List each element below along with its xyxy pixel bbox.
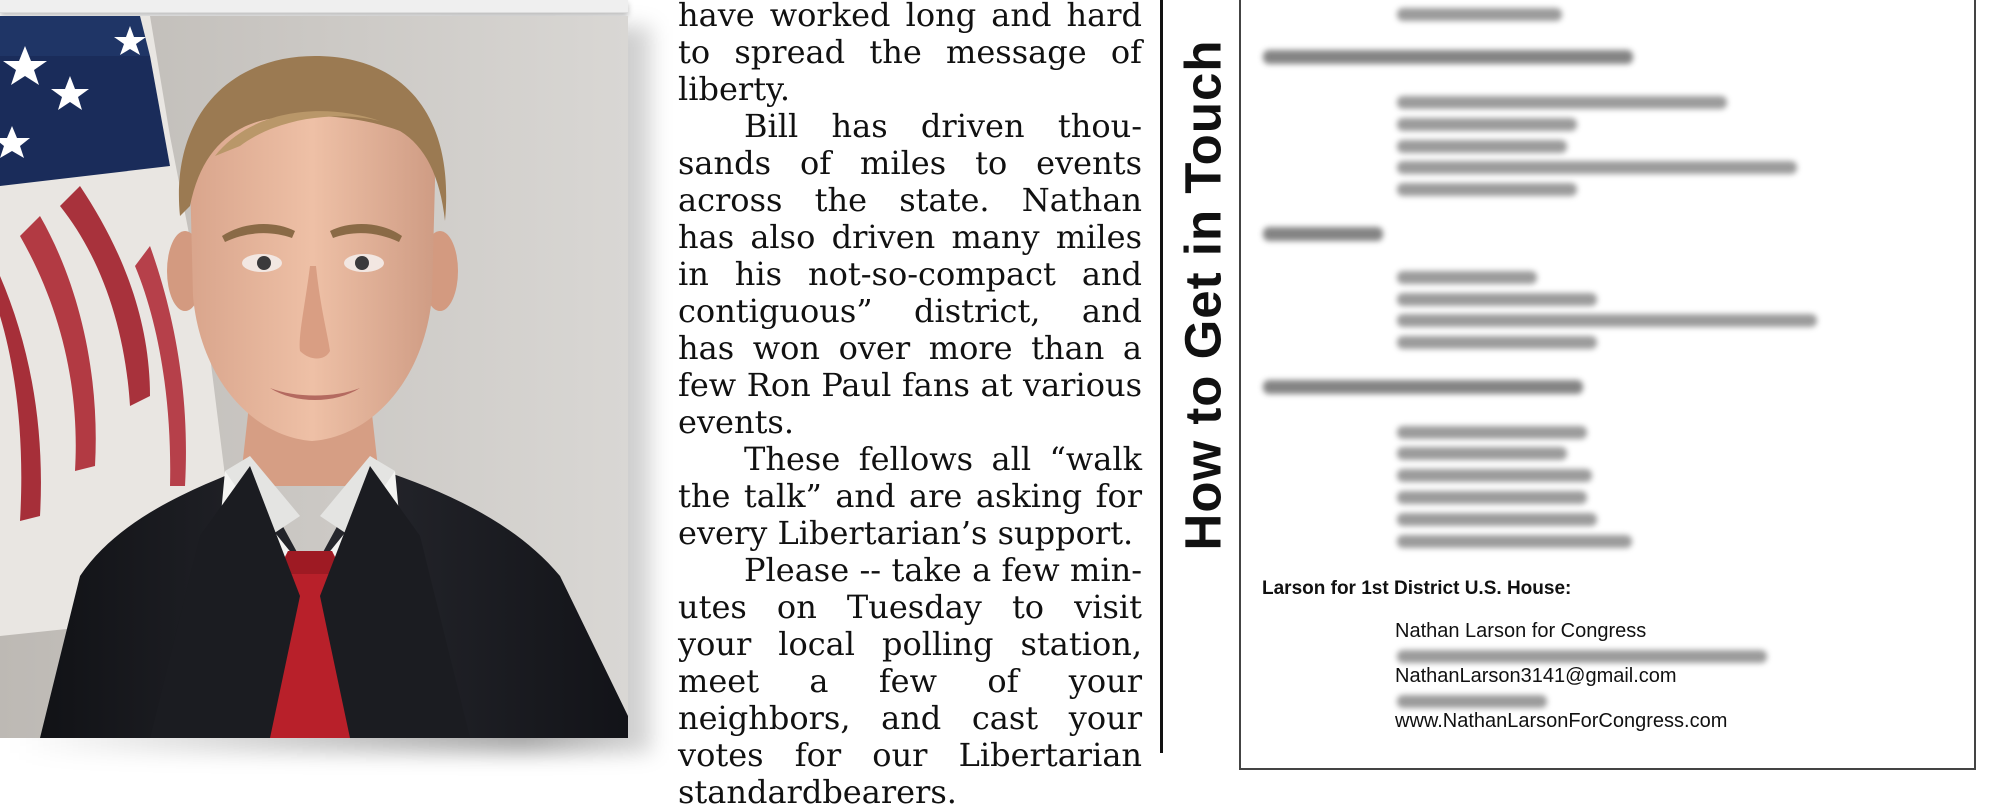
redacted-address [1397, 650, 1767, 663]
redacted-text [1397, 161, 1797, 174]
redacted-text [1397, 183, 1577, 196]
redacted-text [1397, 513, 1597, 526]
article-paragraph: have worked long and hard to spread the message of liberty. [678, 0, 1142, 108]
campaign-website: www.NathanLarsonForCongress.com [1395, 710, 1728, 732]
contact-panel [1239, 0, 1976, 770]
article-paragraph: Please -- take a few minutes on Tuesday to visit your local polling station, meet a few of your neighbors, and cast your votes for our Libertarian standardbearers. [678, 551, 1142, 811]
redacted-text [1397, 140, 1567, 153]
column-divider [1160, 0, 1163, 753]
redacted-text [1397, 314, 1817, 327]
redacted-text [1397, 8, 1562, 21]
redacted-text [1397, 271, 1537, 284]
campaign-name: Nathan Larson for Congress [1395, 620, 1647, 642]
candidate-portrait-graphic [0, 16, 628, 738]
photo-frame-edge [0, 0, 628, 13]
redacted-text [1397, 447, 1567, 460]
article-column [678, 0, 1142, 811]
redacted-text [1397, 535, 1632, 548]
contact-heading-text: How to Get in Touch [1174, 39, 1232, 551]
larson-section-title: Larson for 1st District U.S. House: [1262, 578, 1572, 599]
redacted-heading [1263, 50, 1633, 64]
redacted-phone [1397, 695, 1547, 708]
redacted-text [1397, 426, 1587, 439]
contact-heading [1175, 0, 1231, 590]
campaign-email: NathanLarson3141@gmail.com [1395, 665, 1677, 687]
redacted-text [1397, 469, 1592, 482]
redacted-text [1397, 336, 1597, 349]
redacted-text [1397, 96, 1727, 109]
redacted-text [1397, 293, 1597, 306]
candidate-photo [0, 16, 628, 738]
redacted-heading [1263, 227, 1383, 241]
redacted-text [1397, 118, 1577, 131]
redacted-heading [1263, 380, 1583, 394]
article-paragraph: These fellows all “walk the talk” and are asking for every Libertarian’s support. [678, 440, 1142, 552]
redacted-text [1397, 491, 1587, 504]
article-paragraph: Bill has driven thousands of miles to events across the state. Nathan has also driven many miles in his not-so-compact and contiguous” district, and has won over more than a few Ron Paul fans at various events. [678, 107, 1142, 441]
